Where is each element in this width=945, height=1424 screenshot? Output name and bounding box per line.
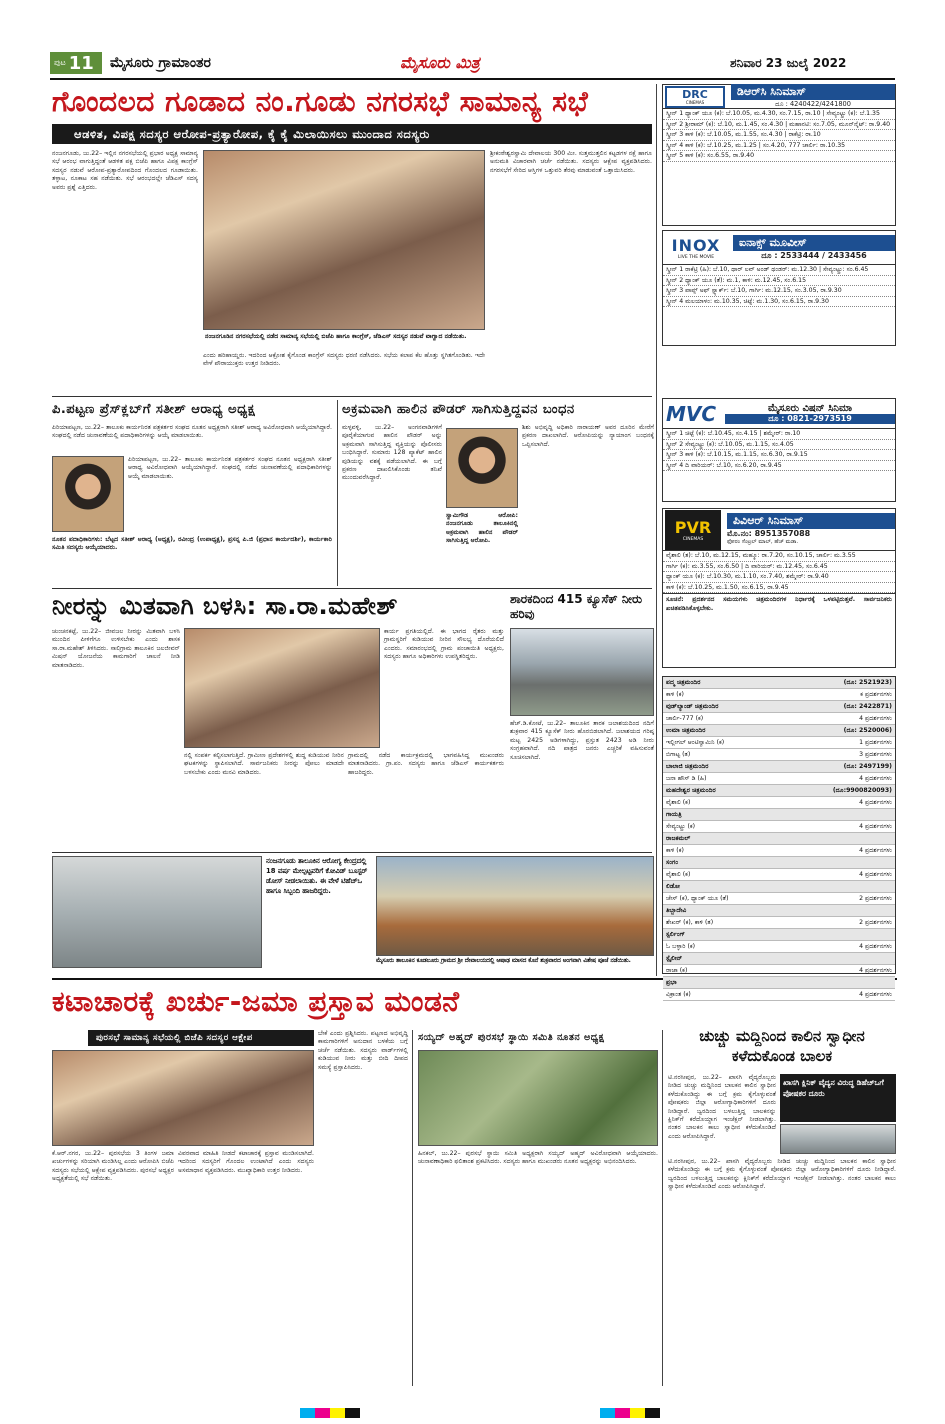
theatre-name-row <box>663 761 895 773</box>
theatre-name: ಗಾಯತ್ರಿ <box>666 811 682 818</box>
story4-body4: ಗ್ರಾಮದಲ್ಲಿ ನಡೆದ ಕಾರ್ಯಕ್ರಮದಲ್ಲಿ ಭಾಗವಹಿಸಿದ್ದ ಮುಖಂಡರು ಮಾತನಾಡಿದರು. ಗ್ರಾ.ಪಂ. ಸದಸ್ಯರು ಹಾಗೂ ಜೆಡಿಎಸ್ ಕಾರ್ಯಕರ್ತರು ಹಾಜರಿದ್ದರು. <box>348 752 504 776</box>
story3-caption: ಸ್ವಾಮಿಗೌಡ ಆರೋಪಿ: ನಂಜನಗೂಡು ತಾಲೂಕಿನಲ್ಲಿ ಅಕ್ರಮವಾಗಿ ಹಾಲಿನ ಪೌಡರ್ ಸಾಗಿಸುತ್ತಿದ್ದ ಆರೋಪಿ. <box>446 512 518 545</box>
story2-body-ext: ಪಿರಿಯಾಪಟ್ಟಣ, ಜು.22– ತಾಲೂಕು ಕಾರ್ಯನಿರತ ಪತ್ರಕರ್ತರ ಸಂಘದ ನೂತನ ಅಧ್ಯಕ್ಷರಾಗಿ ಸತೀಶ್ ಆರಾಧ್ಯ ಅವಿರೋಧವಾಗಿ ಆಯ್ಕೆಯಾಗಿದ್ದಾರೆ. ಸಂಘದಲ್ಲಿ ನಡೆದ ಚುನಾವಣೆಯಲ್ಲಿ ಪದಾಧಿಕಾರಿಗಳನ್ನು ಆಯ್ಕೆ ಮಾಡಲಾಯಿತು. <box>128 456 332 480</box>
print-color-bar <box>600 1408 660 1418</box>
story8-body: ಹಿನಕಲ್, ಜು.22– ಪುರಸಭೆ ಸ್ಥಾಯಿ ಸಮಿತಿ ಅಧ್ಯಕ್ಷರಾಗಿ ಸಯ್ಯದ್ ಅಹ್ಮದ್ ಅವಿರೋಧವಾಗಿ ಆಯ್ಕೆಯಾದರು. ಚುನಾವಣಾಧಿಕಾರಿ ಫಲಿತಾಂಶ ಪ್ರಕಟಿಸಿದರು. ಸದಸ್ಯರು ಹಾಗೂ ಮುಖಂಡರು ನೂತನ ಅಧ್ಯಕ್ಷರನ್ನು ಅಭಿನಂದಿಸಿದರು. <box>418 1150 658 1166</box>
inox-showtimes <box>663 265 895 307</box>
page-number: 11 <box>68 52 94 74</box>
show-count: 4 ಪ್ರದರ್ಶನಗಳು <box>859 847 892 854</box>
show-count: ಕ ಪ್ರದರ್ಶನಗಳು <box>860 691 892 698</box>
divider <box>662 1030 663 1386</box>
page-number-badge <box>50 52 102 74</box>
movie-title: ಶೇಖರ್ (ಕ), ಕಾಳಿ (ತ) <box>666 919 714 926</box>
divider <box>412 1030 413 1386</box>
story6-photo-left <box>52 856 262 968</box>
movie-row <box>663 713 895 725</box>
story1-photo <box>203 150 485 330</box>
theatre-phone: (ದೂ: 2521923) <box>843 679 892 686</box>
print-color-bar <box>300 1408 360 1418</box>
theatre-name-row <box>663 677 895 689</box>
divider <box>337 400 338 586</box>
movie-title: ವೈಶಾಲಿ (ಕ) <box>666 799 691 806</box>
drc-phone: ದೂ : 4240422/4241800 <box>775 100 851 108</box>
story5-photo <box>510 628 654 716</box>
story2-body: ಪಿರಿಯಾಪಟ್ಟಣ, ಜು.22– ತಾಲೂಕು ಕಾರ್ಯನಿರತ ಪತ್ರಕರ್ತರ ಸಂಘದ ನೂತನ ಅಧ್ಯಕ್ಷರಾಗಿ ಸತೀಶ್ ಆರಾಧ್ಯ ಅವಿರೋಧವಾಗಿ ಆಯ್ಕೆಯಾಗಿದ್ದಾರೆ. ಸಂಘದಲ್ಲಿ ನಡೆದ ಚುನಾವಣೆಯಲ್ಲಿ ಪದಾಧಿಕಾರಿಗಳನ್ನು ಆಯ್ಕೆ ಮಾಡಲಾಯಿತು. <box>52 424 332 440</box>
divider <box>52 852 652 853</box>
movie-title: ಚೇಸ್ (ಕ), ಥ್ಯಾಂಕ್ ಯೂ (ತೆ) <box>666 895 729 902</box>
story7-body1: ಕೆ.ಆರ್.ನಗರ, ಜು.22– ಪುರಸಭೆಯ 3 ತಿಂಗಳ ಜಮಾ ಖರ್ಚುಗಳನ್ನು ಸರಿಯಾಗಿ ಮಂಡಿಸಿಲ್ಲ ಎಂದು ಆರೋಪಿಸಿ ಬಿಜೆಪಿ ಸದಸ್ಯರು ಸಭೆಯಲ್ಲಿ ಆಕ್ಷೇಪ ವ್ಯಕ್ತಪಡಿಸಿದರು. ಪುರಸಭೆ ಅಧ್ಯಕ್ಷರ ಅಧ್ಯಕ್ಷತೆಯಲ್ಲಿ ಸಭೆ ನಡೆಯಿತು. <box>52 1150 174 1183</box>
story1-col1: ನಂಜನಗೂಡು, ಜು.22– ಇಲ್ಲಿನ ನಗರಸಭೆಯಲ್ಲಿ ಪ್ರಭಾರ ಅಧ್ಯಕ್ಷ ಸಾಮಾನ್ಯ ಸಭೆ ಆರಂಭ ವಾಗುತ್ತಿದ್ದಂತೆ ಆಡಳಿತ ಪಕ್ಷ ಬಿಜೆಪಿ ಹಾಗೂ ವಿಪಕ್ಷ ಕಾಂಗ್ರೆಸ್ ಸದಸ್ಯರ ನಡುವೆ ಆರೋಪ-ಪ್ರತ್ಯಾರೋಪದಿಂದ ಗೊಂದಲದ ಗೂಡಾಯಿತು. ತಳ್ಳಾಟ, ನೂಕಾಟ ಸಹ ನಡೆಯಿತು. ಸಭೆ ಆರಂಭದಲ್ಲೇ ಜೆಡಿಎಸ್ ಸದಸ್ಯ ಅವರು ಪ್ರಶ್ನೆ ಎತ್ತಿದರು. <box>52 150 198 191</box>
movie-title: ಕಾಳಿ (ಕ) <box>666 691 684 698</box>
story8-headline: ಸಯ್ಯದ್ ಅಹ್ಮದ್ ಪುರಸಭೆ ಸ್ಥಾಯಿ ಸಮಿತಿ ನೂತನ ಅಧ್ಯಕ್ಷ <box>418 1032 605 1043</box>
movie-title: ಜನಾ ಹೌಸ್ ಡಿ (ಹಿ) <box>666 775 707 782</box>
theatre-name: ಪ್ರಭಾ <box>666 979 677 986</box>
movie-row <box>663 869 895 881</box>
theatre-name: ಬಾಲಾಜಿ ಚಿತ್ರಮಂದಿರ <box>666 763 709 770</box>
story4-body1: ಚುಂಚನಕಟ್ಟೆ, ಜು.22– ಜೀವಜಲ ನೀರನ್ನು ಮಿತವಾಗಿ ಬಳಸಿ ಮುಂದಿನ ಪೀಳಿಗೆಗೂ ಉಳಿಸಬೇಕು ಎಂದು ಶಾಸಕ ಸಾ.ರಾ.ಮಹೇಶ್ ತಿಳಿಸಿದರು. ಸಾಲಿಗ್ರಾಮ ತಾಲೂಕಿನ ಜಲಜೀವನ್ ಮಿಷನ್ ಯೋಜನೆಯ ಕಾಮಗಾರಿಗೆ ಚಾಲನೆ ನೀಡಿ ಮಾತನಾಡಿದರು. <box>52 628 180 669</box>
story3-body: ಮಳ್ಳವಳ್ಳಿ, ಜು.22– ಅಂಗನವಾಡಿಗಳಿಗೆ ಪೂರೈಕೆಯಾಗುವ ಹಾಲಿನ ಪೌಡರ್ ಅನ್ನು ಅಕ್ರಮವಾಗಿ ಸಾಗಿಸುತ್ತಿದ್ದ ವ್ಯಕ್ತಿಯನ್ನು ಪೊಲೀಸರು ಬಂಧಿಸಿದ್ದಾರೆ. ಸುಮಾರು 128 ಪ್ಯಾಕೆಟ್ ಹಾಲಿನ ಪುಡಿಯನ್ನು ವಶಕ್ಕೆ ಪಡೆಯಲಾಗಿದೆ. ಈ ಬಗ್ಗೆ ಪ್ರಕರಣ ದಾಖಲಿಸಿಕೊಂಡು ತನಿಖೆ ಮುಂದುವರೆಸಿದ್ದಾರೆ. <box>342 424 442 482</box>
movie-row <box>663 917 895 929</box>
show-count: 1 ಪ್ರದರ್ಶನಗಳು <box>859 739 892 746</box>
theatre-phone: (ದೂ: 2520006) <box>843 727 892 734</box>
divider <box>52 396 652 397</box>
theatre-name: ವುಡ್‌ಲ್ಯಾಂಡ್ ಚಿತ್ರಮಂದಿರ <box>666 703 719 710</box>
show-count: 4 ಪ್ರದರ್ಶನಗಳು <box>859 799 892 806</box>
story4-photo <box>184 628 380 748</box>
pvr-showtime-row: ವೈಶಾಲಿ (ತ): ಬೆ.10, ಮ.12.15, ಮಹ್ಮೂ: ರಾ.7.20, ಸಂ.10.15, ಚಾರ್ಲಿ: ಮ.3.55 <box>663 551 895 562</box>
movie-title: ಇಲ್ಲೀಗಲ್ ಆಂಟಿಸ್ವಾಮಿನಿ (ಕ) <box>666 739 725 746</box>
movie-title: ವಿಕ್ರಾಂತ (ಕ) <box>666 991 691 998</box>
drc-showtime-row: ಸ್ಕ್ರೀನ್ 2 ಶ್ರೀರಾಮ್ (ಕ): ಬೆ.10, ಮ.1.45, ಸಂ.4.30 | ಮಹಾನಟಿ: ಸಂ.7.05, ಮೂನ್‌ನೈಟ್: ರಾ.9.40 <box>663 120 895 131</box>
inox-showtime-row: ಸ್ಕ್ರೀನ್ 3 ಪಾಪ್ಪ್ ಅಫ್ ಸ್ಪ್ಯಾರ್ಕ್: ಬೆ.10, ಗಾರ್ಗಿ: ಮ.12.15, ಸಂ.3.05, ರಾ.9.30 <box>663 286 895 297</box>
movie-row <box>663 965 895 977</box>
theatre-name: ತಿಬ್ಬಾದೇವಿ <box>666 907 687 914</box>
movie-title: ಓ ಬಳ್ಳಾರಿ (ಕ) <box>666 943 696 950</box>
story5-headline: ಶಾರಕದಿಂದ 415 ಕ್ಯೂಸೆಕ್ ನೀರು ಹರಿವು <box>510 592 643 621</box>
inox-showtime-row: ಸ್ಕ್ರೀನ್ 4 ಮಲಯಾಳಂ: ಮ.10.35, ಚಿಟ್ಟೆ: ಮ.1.30, ಸಂ.6.15, ರಾ.9.30 <box>663 297 895 308</box>
drc-showtime-row: ಸ್ಕ್ರೀನ್ 4 ಕಾಳಿ (ಕ): ಬೆ.10.25, ಮ.1.25 | ಸಂ.4.20, 777 ಚಾರ್ಲಿ: ರಾ.10.35 <box>663 141 895 152</box>
story3-photo <box>446 428 518 508</box>
inox-showtime-row: ಸ್ಕ್ರೀನ್ 2 ಥ್ಯಾಂಕ್ ಯೂ (ತೆ): ಮ.1, ಕಾಳಿ: ಮ.12.45, ಸಂ.6.15 <box>663 276 895 287</box>
story7-body2: ವಿವರವಾದ ಮಾಹಿತಿ ನೀಡದೆ ಕಟಾಚಾರಕ್ಕೆ ಪ್ರಸ್ತಾವ ಮಂಡಿಸಲಾಗಿದೆ. ಇದರಿಂದ ಸದಸ್ಯರಿಗೆ ಗೊಂದಲ ಉಂಟಾಗಿದೆ ಎಂದು ಸದಸ್ಯರು ಅಸಮಾಧಾನ ವ್ಯಕ್ತಪಡಿಸಿದರು. ಮುಖ್ಯಾಧಿಕಾರಿ ಉತ್ತರ ನೀಡಿದರು. <box>178 1150 314 1174</box>
story2-caption: ನೂತನ ಪದಾಧಿಕಾರಿಗಳು: ಬೆಟ್ಟದ ಸತೀಶ್ ಆರಾಧ್ಯ (ಅಧ್ಯಕ್ಷ), ರವೀಂದ್ರ (ಉಪಾಧ್ಯಕ್ಷ), ಪ್ರಸನ್ನ ಪಿ.ಜಿ (ಪ್ರಧಾನ ಕಾರ್ಯದರ್ಶಿ), ಕಾರ್ಯಕಾರಿ ಸಮಿತಿ ಸದಸ್ಯರು ಆಯ್ಕೆಯಾದರು. <box>52 536 332 552</box>
movie-row <box>663 737 895 749</box>
pvr-header <box>663 509 895 551</box>
theatre-name: ಸ್ಟೈಲೀನ್ <box>666 955 683 962</box>
movie-title: ಚಾರ್ಲಿ-777 (ಕ) <box>666 715 704 722</box>
movie-row <box>663 845 895 857</box>
mvc-showtimes <box>663 429 895 471</box>
theatre-name: ಲಿಡೋ <box>666 883 680 890</box>
drc-showtime-row: ಸ್ಕ್ರೀನ್ 5 ಕಾಳಿ (ಕ): ಸಂ.6.55, ರಾ.9.40 <box>663 151 895 162</box>
drc-header <box>663 85 895 109</box>
story9-photo <box>780 1124 896 1154</box>
theatre-name-row <box>663 725 895 737</box>
mvc-showtime-row: ಸ್ಕ್ರೀನ್ 4 ದಿ ವಾರಿಯರ್: ಬೆ.10, ಸಂ.6.20, ರಾ.9.45 <box>663 461 895 472</box>
drc-name: ಡಿಆರ್‌ಸಿ ಸಿನಿಮಾಸ್ <box>731 84 895 100</box>
pvr-address: ಫೋರಂ ಸೆಂಟ್ರಲ್ ಮಾಲ್, ಹೆಚ್ ಮಡಾ. <box>727 539 799 545</box>
story1-subhead: ಆಡಳಿತ, ವಿಪಕ್ಷ ಸದಸ್ಯರ ಆರೋಪ-ಪ್ರತ್ಯಾರೋಪ, ಕೈ ಕೈ ಮಿಲಾಯಿಸಲು ಮುಂದಾದ ಸದಸ್ಯರು <box>52 124 652 144</box>
inox-phone: ದೂ : 2533444 / 2433456 <box>761 250 867 260</box>
drc-showtimes <box>663 109 895 162</box>
theatre-name-row <box>663 785 895 797</box>
movie-title: ರಾಜಾ (ಕ) <box>666 967 688 974</box>
story1-col2: ಎಂದು ಹರಿಹಾಯ್ದರು. ಇದರಿಂದ ಆಕ್ರೋಶ ಕೈಗೊಂಡ ಕಾಂಗ್ರೆಸ್ ಸದಸ್ಯರು ಧರಣಿ ನಡೆಸಿದರು. ಸಭೆಯ ಕಲಾಪ ಕೆಲ ಹೊತ್ತು ಸ್ಥಗಿತಗೊಂಡಿತು. ಇದೇ ವೇಳೆ ಪೌರಾಯುಕ್ತರು ಉತ್ತರ ನೀಡಿದರು. <box>203 352 485 368</box>
masthead-rule <box>50 78 895 80</box>
mvc-header <box>663 399 895 429</box>
divider <box>52 588 652 589</box>
story9-body: ಟಿ.ನರಸೀಪುರ, ಜು.22– ಖಾಸಗಿ ವೈದ್ಯರೊಬ್ಬರು ನೀಡಿದ ಚುಚ್ಚು ಮದ್ದಿನಿಂದ ಬಾಲಕನ ಕಾಲಿನ ಸ್ವಾಧೀನ ಕಳೆದುಕೊಂಡಿದ್ದು ಈ ಬಗ್ಗೆ ಕ್ರಮ ಕೈಗೊಳ್ಳುವಂತೆ ಪೋಷಕರು ಜಿಲ್ಲಾ ಆರೋಗ್ಯಾಧಿಕಾರಿಗಳಿಗೆ ದೂರು ನೀಡಿದ್ದಾರೆ. ಜ್ವರದಿಂದ ಬಳಲುತ್ತಿದ್ದ ಬಾಲಕನನ್ನು ಕ್ಲಿನಿಕ್‌ಗೆ ಕರೆದೊಯ್ದಾಗ ಇಂಜೆಕ್ಷನ್ ನೀಡಲಾಗಿತ್ತು. ನಂತರ ಬಾಲಕನ ಕಾಲು ಸ್ವಾಧೀನ ಕಳೆದುಕೊಂಡಿದೆ ಎಂದು ಆರೋಪಿಸಿದ್ದಾರೆ. <box>668 1074 776 1140</box>
inox-name: ಐನಾಕ್ಸ್ ಮೂವೀಸ್ <box>733 235 895 251</box>
story1-photo-caption: ನಂಜನಗೂಡಿನ ನಗರಸಭೆಯಲ್ಲಿ ನಡೆದ ಸಾಮಾನ್ಯ ಸಭೆಯಲ್ಲಿ ಬಿಜೆಪಿ ಹಾಗೂ ಕಾಂಗ್ರೆಸ್, ಜೆಡಿಎಸ್ ಸದಸ್ಯರ ನಡುವೆ ವಾಗ್ವಾದ ನಡೆಯಿತು. <box>205 333 467 340</box>
theatre-name: ರಾಜಕಮಲ್ <box>666 835 691 842</box>
theatre-name: ಸ್ಟರ್ಲಿಂಗ್ <box>666 931 685 938</box>
issue-date: ಶನಿವಾರ 23 ಜುಲೈ 2022 <box>730 56 847 70</box>
mvc-showtime-row: ಸ್ಕ್ರೀನ್ 3 ಕಾಳಿ (ಕ): ಬೆ.10.15, ಮ.1.15, ಸಂ.6.30, ರಾ.9.15 <box>663 450 895 461</box>
pvr-showtime-row: ಗಾರ್ಗಿ (ಕ): ಮ.3.55, ಸಂ.6.50 | ದಿ ವಾರಿಯರ್: ಮ.12.45, ಸಂ.6.45 <box>663 562 895 573</box>
movie-title: ಬಿಗಾಟ್ಟ (ತ) <box>666 751 691 758</box>
story5-body: ಹೆಚ್.ಡಿ.ಕೋಟೆ, ಜು.22– ತಾಲೂಕಿನ ತಾರಕ ಜಲಾಶಯದಿಂದ ನದಿಗೆ ಶುಕ್ರವಾರ 415 ಕ್ಯೂಸೆಕ್ ನೀರು ಹೊರಬಿಡಲಾಗಿದೆ. ಜಲಾಶಯದ ಗರಿಷ್ಠ ಮಟ್ಟ 2425 ಅಡಿಗಳಾಗಿದ್ದು, ಪ್ರಸ್ತುತ 2423 ಅಡಿ ನೀರು ಸಂಗ್ರಹವಾಗಿದೆ. ನದಿ ಪಾತ್ರದ ಜನರು ಎಚ್ಚರಿಕೆ ವಹಿಸುವಂತೆ ಸೂಚಿಸಲಾಗಿದೆ. <box>510 720 654 761</box>
theatre-name-row <box>663 953 895 965</box>
movie-title: ಕಾಳಿ (ಕ) <box>666 847 684 854</box>
mvc-logo: MVC <box>665 401 717 426</box>
pvr-showtime-row: ಥ್ಯಾಂಕ್ ಯೂ (ಕ): ಬೆ.10.30, ಮ.1.10, ಸಂ.7.40, ಶಮ್ಶೇರ್: ರಾ.9.40 <box>663 572 895 583</box>
story9-headline: ಚುಚ್ಚು ಮದ್ದಿನಿಂದ ಕಾಲಿನ ಸ್ವಾಧೀನ ಕಳೆದುಕೊಂಡ ಬಾಲಕ <box>699 1027 865 1065</box>
show-count: 4 ಪ್ರದರ್ಶನಗಳು <box>859 775 892 782</box>
theatre-phone: (ದೂ:9900820093) <box>832 787 892 794</box>
inox-header <box>663 231 895 265</box>
story7-headline: ಕಟಾಚಾರಕ್ಕೆ ಖರ್ಚು-ಜಮಾ ಪ್ರಸ್ತಾವ ಮಂಡನೆ <box>52 985 460 1018</box>
movie-row <box>663 773 895 785</box>
drc-showtime-row: ಸ್ಕ್ರೀನ್ 1 ಥ್ಯಾಂಕ್ ಯೂ (ಕ): ಬೆ.10.05, ಮ.4.30, ಸಂ.7.15, ರಾ.10 | ಸೇವ್ಯಂಟ್ಟ್ರು (ಕ): ಬೆ.1.35 <box>663 109 895 120</box>
theatre-phone: (ದೂ: 2422871) <box>843 703 892 710</box>
inox-logo: INOX LIVE THE MOVIE <box>671 235 721 260</box>
mvc-phone: ದೂ : 0821-2973519 <box>725 414 895 424</box>
story2-headline: ಪಿ.ಪಟ್ಟಣ ಪ್ರೆಸ್‌ಕ್ಲಬ್‌ಗೆ ಸತೀಶ್ ಆರಾಧ್ಯ ಅಧ್ಯಕ್ಷ <box>52 402 256 417</box>
story7-body3: ಬೇಕೆ ಎಂದು ಪ್ರಶ್ನಿಸಿದರು. ಪಟ್ಟಣದ ಅಭಿವೃದ್ಧಿ ಕಾಮಗಾರಿಗಳಿಗೆ ಅನುದಾನ ಬಳಕೆಯ ಬಗ್ಗೆ ಚರ್ಚೆ ನಡೆಯಿತು. ಸದಸ್ಯರು ವಾರ್ಡ್‌ಗಳಲ್ಲಿ ಕುಡಿಯುವ ನೀರು ಮತ್ತು ಬೀದಿ ದೀಪದ ಸಮಸ್ಯೆ ಪ್ರಸ್ತಾಪಿಸಿದರು. <box>318 1030 408 1071</box>
single-screen-listing <box>662 676 896 998</box>
story1-headline: ಗೊಂದಲದ ಗೂಡಾದ ನಂ.ಗೂಡು ನಗರಸಭೆ ಸಾಮಾನ್ಯ ಸಭೆ <box>52 85 589 118</box>
theatre-name-row <box>663 809 895 821</box>
story4-headline: ನೀರನ್ನು ಮಿತವಾಗಿ ಬಳಸಿ: ಸಾ.ರಾ.ಮಹೇಶ್ <box>52 592 398 620</box>
drc-showtime-row: ಸ್ಕ್ರೀನ್ 3 ಕಾಳಿ (ಕ): ಬೆ.10.05, ಮ.1.55, ಸಂ.4.30 | ರಾಕೆಟ್ರಿ: ರಾ.10 <box>663 130 895 141</box>
section-title: ಮೈಸೂರು ಗ್ರಾಮಾಂತರ <box>110 55 211 71</box>
mvc-showtime-row: ಸ್ಕ್ರೀನ್ 2 ಸೇವ್ಯಂಟ್ಟ್ರು (ಕ): ಬೆ.10.05, ಮ.1.15, ಸಂ.4.05 <box>663 440 895 451</box>
show-count: 4 ಪ್ರದರ್ಶನಗಳು <box>859 871 892 878</box>
mvc-listing <box>662 398 896 502</box>
pvr-note: ಸೂಚನೆ: ಪ್ರದರ್ಶನದ ಸಮಯಗಳು ಚಿತ್ರಮಂದಿರಗಳ ನಿರ್ಧಾರಕ್ಕೆ ಒಳಪಟ್ಟಿರುತ್ತವೆ. ಸಾರ್ವಜನಿಕರು ಖಚಿತಪಡಿಸಿಕೊಳ್ಳಬೇಕು. <box>663 593 895 615</box>
theatre-name: ಮಹದೇಶ್ವರ ಚಿತ್ರಮಂದಿರ <box>666 787 716 794</box>
pvr-showtime-row: ಕಾಳಿ (ಕ): ಬೆ.10.25, ಮ.1.50, ಸಂ.6.15, ರಾ.9.45 <box>663 583 895 594</box>
theatre-name-row <box>663 929 895 941</box>
pvr-name: ಪಿವಿಆರ್ ಸಿನಿಮಾಸ್ <box>727 513 895 529</box>
story6-photo-right <box>376 856 654 956</box>
story8-photo <box>418 1050 658 1146</box>
pvr-logo: PVR CINEMAS <box>665 510 721 550</box>
paper-name: ಮೈಸೂರು ಮಿತ್ರ <box>400 53 480 72</box>
story3-headline: ಅಕ್ರಮವಾಗಿ ಹಾಲಿನ ಪೌಡರ್ ಸಾಗಿಸುತ್ತಿದ್ದವನ ಬಂಧನ <box>342 402 575 417</box>
single-screen-rows <box>663 677 895 1001</box>
story6-caption-right: ಮೈಸೂರು ತಾಲೂಕಿನ ಕೂಡಲೂರು ಗ್ರಾಮದ ಶ್ರೀ ದೇವಾಲಯದಲ್ಲಿ ಆಷಾಢ ಮಾಸದ ಕೊನೆ ಶುಕ್ರವಾರದ ಅಂಗವಾಗಿ ವಿಶೇಷ ಪೂಜೆ ನಡೆಯಿತು. <box>376 958 631 964</box>
movie-row <box>663 689 895 701</box>
movie-row <box>663 893 895 905</box>
movie-title: ಸೇವ್ಯಂಟ್ಟ್ರು (ಕ) <box>666 823 696 830</box>
theatre-name: ಉಮಾ ಚಿತ್ರಮಂದಿರ <box>666 727 706 734</box>
theatre-name: ಪದ್ಮ ಚಿತ್ರಮಂದಿರ <box>666 679 701 686</box>
story9-inset: ಖಾಸಗಿ ಕ್ಲಿನಿಕ್ ವೈದ್ಯನ ವಿರುದ್ಧ ಡಿಹೆಚ್‌ಒಗೆ ಪೋಷಕರ ದೂರು <box>780 1074 896 1122</box>
theatre-name: ಸಂಗಂ <box>666 859 679 866</box>
page-label: ಪುಟ <box>54 58 66 67</box>
show-count: 2 ಪ್ರದರ್ಶನಗಳು <box>859 895 892 902</box>
story4-body3: ನಲ್ಲಿ ಸಂಪರ್ಕ ಕಲ್ಪಿಸಲಾಗುತ್ತಿದೆ. ಗ್ರಾಮೀಣ ಪ್ರದೇಶಗಳಲ್ಲಿ ಶುದ್ಧ ಕುಡಿಯುವ ನೀರಿನ ಘಟಕಗಳನ್ನು ಸ್ಥಾಪಿಸಲಾಗಿದೆ. ಸಾರ್ವಜನಿಕರು ನೀರನ್ನು ಪೋಲು ಮಾಡದೇ ಬಳಸಬೇಕು ಎಂದು ಮನವಿ ಮಾಡಿದರು. <box>184 752 344 776</box>
show-count: 4 ಪ್ರದರ್ಶನಗಳು <box>859 943 892 950</box>
story9-body-ext: ಟಿ.ನರಸೀಪುರ, ಜು.22– ಖಾಸಗಿ ವೈದ್ಯರೊಬ್ಬರು ನೀಡಿದ ಚುಚ್ಚು ಮದ್ದಿನಿಂದ ಬಾಲಕನ ಕಾಲಿನ ಸ್ವಾಧೀನ ಕಳೆದುಕೊಂಡಿದ್ದು ಈ ಬಗ್ಗೆ ಕ್ರಮ ಕೈಗೊಳ್ಳುವಂತೆ ಪೋಷಕರು ಜಿಲ್ಲಾ ಆರೋಗ್ಯಾಧಿಕಾರಿಗಳಿಗೆ ದೂರು ನೀಡಿದ್ದಾರೆ. ಜ್ವರದಿಂದ ಬಳಲುತ್ತಿದ್ದ ಬಾಲಕನನ್ನು ಕ್ಲಿನಿಕ್‌ಗೆ ಕರೆದೊಯ್ದಾಗ ಇಂಜೆಕ್ಷನ್ ನೀಡಲಾಗಿತ್ತು. ನಂತರ ಬಾಲಕನ ಕಾಲು ಸ್ವಾಧೀನ ಕಳೆದುಕೊಂಡಿದೆ ಎಂದು ಆರೋಪಿಸಿದ್ದಾರೆ. <box>668 1158 896 1191</box>
mvc-showtime-row: ಸ್ಕ್ರೀನ್ 1 ಚಿಟ್ಟೆ (ಕ): ಬೆ.10.45, ಸಂ.4.15 | ಶಮ್ಶೇರ್: ರಾ.10 <box>663 429 895 440</box>
movie-row <box>663 797 895 809</box>
theatre-name-row <box>663 977 895 989</box>
inox-showtime-row: ಸ್ಕ್ರೀನ್ 1 ರಾಕೆಟ್ರಿ (ಹಿ): ಬೆ.10, ಥಾರ್ ಲವ್ ಅಂಡ್ ಥಂಡರ್: ಮ.12.30 | ಸೇವ್ಯಂಟ್ಟ್ರು: ಸಂ.6.45 <box>663 265 895 276</box>
theatre-name-row <box>663 857 895 869</box>
movie-row <box>663 989 895 1001</box>
show-count: 4 ಪ್ರದರ್ಶನಗಳು <box>859 991 892 998</box>
show-count: 3 ಪ್ರದರ್ಶನಗಳು <box>859 751 892 758</box>
show-count: 4 ಪ್ರದರ್ಶನಗಳು <box>859 715 892 722</box>
pvr-listing <box>662 508 896 668</box>
movie-row <box>663 749 895 761</box>
divider <box>656 84 657 976</box>
story3-body2: ಶಿಶು ಅಭಿವೃದ್ಧಿ ಅಧಿಕಾರಿ ನಾರಾಯಣ್ ಅವರ ದೂರಿನ ಮೇರೆಗೆ ಪ್ರಕರಣ ದಾಖಲಾಗಿದೆ. ಆರೋಪಿಯನ್ನು ನ್ಯಾಯಾಂಗ ಬಂಧನಕ್ಕೆ ಒಪ್ಪಿಸಲಾಗಿದೆ. <box>522 424 654 448</box>
theatre-name-row <box>663 701 895 713</box>
story6-caption-left: ನಂಜನಗೂಡು ತಾಲೂಕಿನ ಆರೋಗ್ಯ ಕೇಂದ್ರದಲ್ಲಿ 18 ವರ್ಷ ಮೇಲ್ಪಟ್ಟವರಿಗೆ ಕೋವಿಡ್ ಬೂಸ್ಟರ್ ಡೋಸ್ ನೀಡಲಾಯಿತು. ಈ ವೇಳೆ ಟಿಹೆಚ್‌ಒ ಹಾಗೂ ಸಿಬ್ಬಂದಿ ಹಾಜರಿದ್ದರು. <box>266 857 368 895</box>
show-count: 2 ಪ್ರದರ್ಶನಗಳು <box>859 919 892 926</box>
story7-photo <box>52 1050 314 1146</box>
theatre-name-row <box>663 833 895 845</box>
drc-listing <box>662 84 896 226</box>
show-count: 4 ಪ್ರದರ್ಶನಗಳು <box>859 823 892 830</box>
story2-portrait <box>52 456 124 532</box>
movie-row <box>663 941 895 953</box>
story1-col3: ಶ್ರೀಕಂಠೇಶ್ವರಸ್ವಾಮಿ ದೇವಾಲಯ 300 ಮೀ. ಸುತ್ತಮುತ್ತಲಿನ ಕಟ್ಟಡಗಳ ನಕ್ಷೆ ಹಾಗೂ ಅನುಮತಿ ವಿಚಾರವಾಗಿ ಚರ್ಚೆ ನಡೆಯಿತು. ಸದಸ್ಯರು ಆಕ್ಷೇಪ ವ್ಯಕ್ತಪಡಿಸಿದರು. ನಗರಸಭೆಗೆ ಸೇರಿದ ಆಸ್ತಿಗಳ ಒತ್ತುವರಿ ತೆರವು ಮಾಡುವಂತೆ ಒತ್ತಾಯಿಸಿದರು. <box>490 150 652 174</box>
story4-body2: ಕಾರ್ಯ ಪ್ರಗತಿಯಲ್ಲಿದೆ. ಈ ಭಾಗದ ರೈತರು ಮತ್ತು ಗ್ರಾಮಸ್ಥರಿಗೆ ಕುಡಿಯುವ ನೀರಿನ ಸೌಲಭ್ಯ ದೊರೆಯಲಿದೆ ಎಂದರು. ಸಮಾರಂಭದಲ್ಲಿ ಗ್ರಾಮ ಪಂಚಾಯಿತಿ ಅಧ್ಯಕ್ಷರು, ಸದಸ್ಯರು ಹಾಗೂ ಅಧಿಕಾರಿಗಳು ಉಪಸ್ಥಿತರಿದ್ದರು. <box>384 628 504 661</box>
theatre-name-row <box>663 881 895 893</box>
drc-logo: DRC CINEMAS <box>665 86 725 108</box>
pvr-showtimes <box>663 551 895 593</box>
mvc-name: ಮೈಸೂರು ವಿಷನ್ ಸಿನಿಮಾ <box>767 403 853 414</box>
inox-listing <box>662 230 896 346</box>
movie-row <box>663 821 895 833</box>
masthead <box>50 52 895 76</box>
theatre-phone: (ದೂ: 2497199) <box>843 763 892 770</box>
theatre-name-row <box>663 905 895 917</box>
story7-subhead: ಪುರಸಭೆ ಸಾಮಾನ್ಯ ಸಭೆಯಲ್ಲಿ ಬಿಜೆಪಿ ಸದಸ್ಯರ ಆಕ್ಷೇಪ <box>88 1030 314 1046</box>
pvr-phone: ಮೊ.ನಂ: 8951357088 <box>727 529 811 538</box>
movie-title: ವೈಶಾಲಿ (ಕ) <box>666 871 691 878</box>
show-count: 4 ಪ್ರದರ್ಶನಗಳು <box>859 967 892 974</box>
